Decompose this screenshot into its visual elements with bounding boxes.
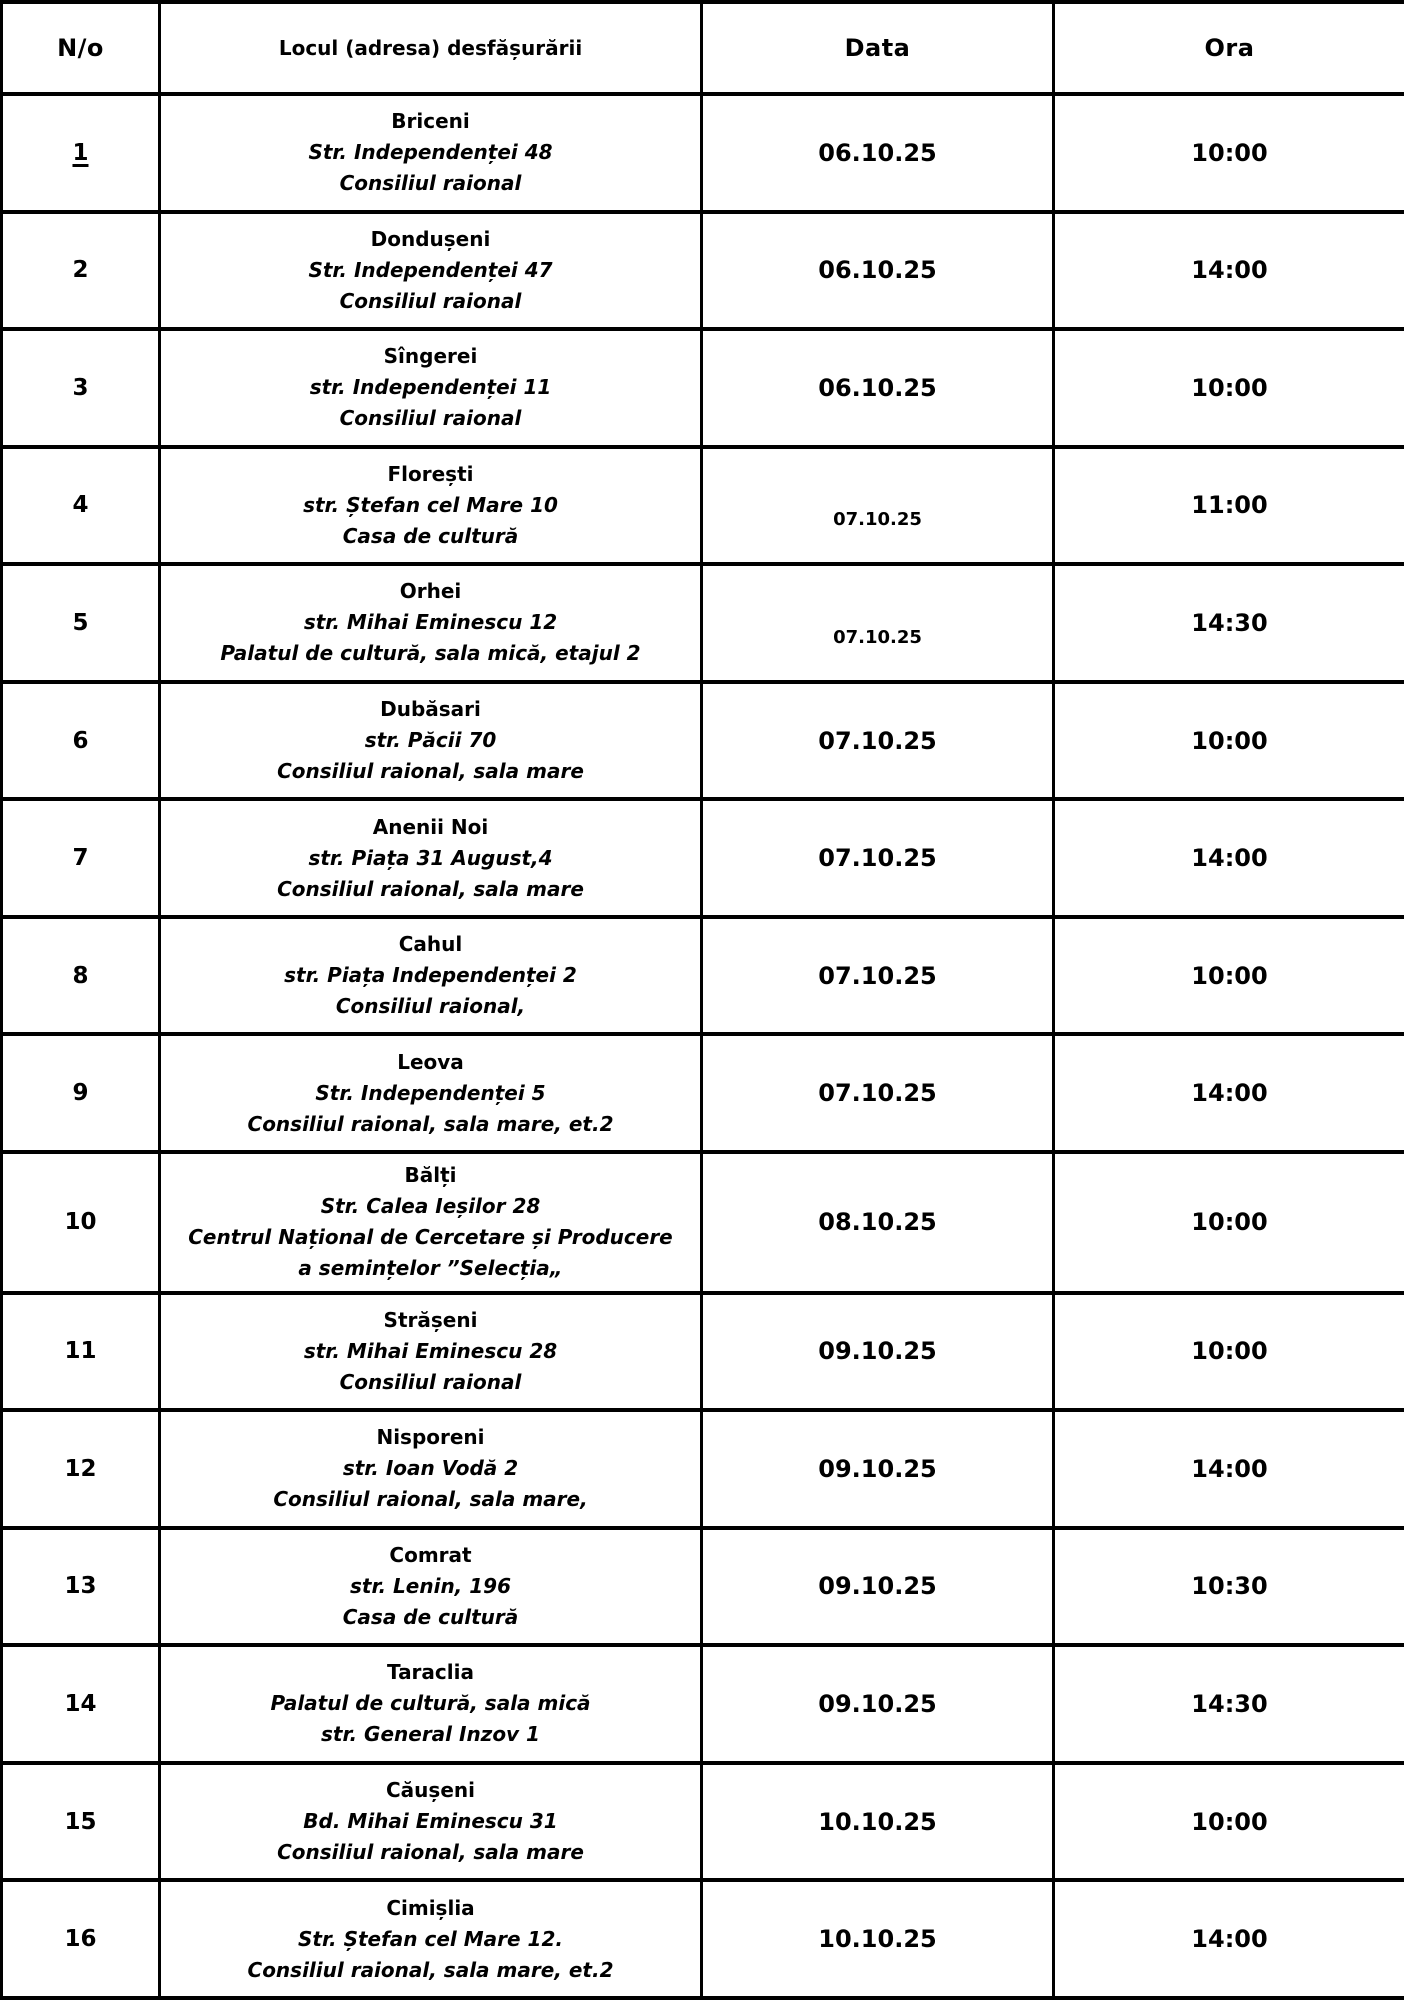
location-cell (160, 682, 702, 800)
location-cell (160, 1645, 702, 1763)
table-row (2, 799, 1404, 917)
time-value: 11:00 (1191, 491, 1268, 520)
row-number: 14 (64, 1690, 97, 1717)
location-cell (160, 799, 702, 917)
row-number-cell (2, 917, 160, 1035)
location-cell (160, 447, 702, 565)
address-line: Centrul Național de Cercetare și Producere (188, 1225, 673, 1250)
date-cell (702, 1528, 1054, 1646)
city-name: Căușeni (386, 1778, 475, 1803)
row-number-cell (2, 1293, 160, 1411)
time-value: 14:00 (1191, 256, 1268, 285)
address-line: Str. Ștefan cel Mare 12. (298, 1926, 563, 1951)
date-value: 07.10.25 (818, 1079, 937, 1108)
address-line: str. Independenței 11 (309, 375, 552, 400)
location-cell (160, 1528, 702, 1646)
address-line: str. Piața Independenței 2 (284, 963, 577, 988)
city-name: Bălți (404, 1163, 457, 1188)
time-cell (1054, 1152, 1404, 1293)
date-cell (702, 1763, 1054, 1881)
date-cell (702, 1410, 1054, 1528)
row-number: 13 (64, 1573, 97, 1600)
date-value: 07.10.25 (833, 509, 922, 531)
city-name: Sîngerei (383, 344, 478, 369)
time-cell (1054, 329, 1404, 447)
address-line: Consiliul raional, sala mare, et.2 (247, 1111, 614, 1136)
date-value: 08.10.25 (818, 1208, 937, 1237)
row-number-cell (2, 1528, 160, 1646)
address-line: Casa de cultură (342, 523, 519, 548)
time-value: 14:00 (1191, 1925, 1268, 1954)
row-number-cell (2, 447, 160, 565)
row-number: 15 (64, 1808, 97, 1835)
row-number-cell (2, 1034, 160, 1152)
row-number: 11 (64, 1338, 97, 1365)
row-number-cell (2, 799, 160, 917)
address-line: str. Păcii 70 (364, 728, 497, 752)
row-number-cell (2, 1763, 160, 1881)
address-line: Consiliul raional, sala mare (277, 876, 584, 901)
location-cell (160, 94, 702, 212)
date-value: 09.10.25 (818, 1572, 937, 1601)
time-cell (1054, 799, 1404, 917)
city-name: Florești (387, 461, 474, 486)
time-value: 14:30 (1191, 1689, 1268, 1718)
time-cell (1054, 1880, 1404, 1998)
address-line: str. Lenin, 196 (350, 1573, 511, 1598)
date-value: 06.10.25 (818, 373, 937, 402)
date-value: 06.10.25 (818, 256, 937, 285)
time-value: 10:00 (1191, 961, 1268, 990)
time-value: 14:00 (1191, 1454, 1268, 1483)
city-name: Orhei (399, 579, 462, 604)
location-cell (160, 329, 702, 447)
date-value: 09.10.25 (818, 1454, 937, 1483)
row-number: 5 (72, 609, 89, 636)
location-cell (160, 1763, 702, 1881)
table-row (2, 1763, 1404, 1881)
time-value: 10:00 (1191, 373, 1268, 402)
address-line: Str. Independenței 47 (308, 257, 553, 282)
address-line: Consiliul raional (339, 1369, 522, 1394)
date-cell (702, 1152, 1054, 1293)
city-name: Anenii Noi (372, 814, 489, 839)
address-line: Consiliul raional, sala mare (277, 759, 584, 783)
time-cell (1054, 1293, 1404, 1411)
date-cell (702, 94, 1054, 212)
date-cell (702, 799, 1054, 917)
table-row (2, 1152, 1404, 1293)
address-line: a semințelor ”Selecția„ (298, 1256, 563, 1281)
table-row (2, 1034, 1404, 1152)
row-number: 9 (72, 1080, 89, 1107)
address-line: Consiliul raional, sala mare, (273, 1487, 588, 1512)
row-number-cell (2, 1152, 160, 1293)
date-value: 10.10.25 (818, 1807, 937, 1836)
address-line: str. Mihai Eminescu 12 (303, 610, 558, 635)
row-number-cell (2, 1410, 160, 1528)
row-number: 4 (72, 492, 89, 519)
row-number: 6 (72, 727, 89, 754)
city-name: Taraclia (387, 1660, 474, 1685)
city-name: Briceni (391, 109, 470, 134)
address-line: Str. Calea Ieșilor 28 (320, 1194, 541, 1219)
row-number: 10 (64, 1209, 97, 1236)
date-value: 07.10.25 (833, 626, 922, 648)
time-cell (1054, 1763, 1404, 1881)
city-name: Dubăsari (380, 697, 481, 721)
address-line: Palatul de cultură, sala mică, etajul 2 (220, 641, 641, 666)
table-row (2, 212, 1404, 330)
date-cell (702, 1293, 1054, 1411)
row-number: 2 (72, 257, 89, 284)
city-name: Leova (397, 1049, 464, 1074)
address-line: Str. Independenței 5 (315, 1080, 546, 1105)
date-value: 07.10.25 (818, 726, 937, 755)
time-value: 14:00 (1191, 1079, 1268, 1108)
city-name: Cahul (398, 932, 463, 957)
date-value: 10.10.25 (818, 1925, 937, 1954)
time-cell (1054, 917, 1404, 1035)
row-number-cell (2, 94, 160, 212)
table-row (2, 1293, 1404, 1411)
time-value: 10:00 (1191, 1337, 1268, 1366)
city-name: Cimișlia (386, 1895, 475, 1920)
time-cell (1054, 212, 1404, 330)
date-value: 06.10.25 (818, 138, 937, 167)
city-name: Strășeni (383, 1307, 478, 1332)
address-line: Consiliul raional, sala mare (277, 1840, 584, 1865)
location-cell (160, 1880, 702, 1998)
header-time: Ora (1054, 2, 1404, 94)
row-number-cell (2, 682, 160, 800)
date-value: 07.10.25 (818, 844, 937, 873)
table-row (2, 329, 1404, 447)
time-value: 10:00 (1191, 138, 1268, 167)
time-value: 14:00 (1191, 844, 1268, 873)
row-number: 7 (72, 845, 89, 872)
row-number-cell (2, 1880, 160, 1998)
location-cell (160, 1034, 702, 1152)
time-cell (1054, 447, 1404, 565)
time-cell (1054, 1645, 1404, 1763)
address-line: Bd. Mihai Eminescu 31 (303, 1809, 558, 1834)
table-row (2, 1528, 1404, 1646)
table-row (2, 682, 1404, 800)
date-cell (702, 1645, 1054, 1763)
date-value: 09.10.25 (818, 1337, 937, 1366)
table-row (2, 94, 1404, 212)
address-line: str. General Inzov 1 (321, 1722, 540, 1747)
time-value: 10:30 (1191, 1572, 1268, 1601)
row-number: 8 (72, 962, 89, 989)
address-line: Palatul de cultură, sala mică (270, 1691, 591, 1716)
table-row (2, 1645, 1404, 1763)
date-cell (702, 682, 1054, 800)
table-row (2, 1880, 1404, 1998)
address-line: Str. Independenței 48 (308, 140, 553, 165)
address-line: str. Ioan Vodă 2 (342, 1456, 519, 1481)
row-number: 3 (72, 374, 89, 401)
time-value: 10:00 (1191, 1807, 1268, 1836)
row-number-cell (2, 1645, 160, 1763)
date-cell (702, 564, 1054, 682)
address-line: Casa de cultură (342, 1604, 519, 1629)
date-cell (702, 1034, 1054, 1152)
address-line: str. Ștefan cel Mare 10 (303, 492, 558, 517)
location-cell (160, 212, 702, 330)
location-cell (160, 917, 702, 1035)
time-value: 14:30 (1191, 608, 1268, 637)
time-cell (1054, 682, 1404, 800)
city-name: Comrat (389, 1542, 472, 1567)
header-row (2, 2, 1404, 94)
time-cell (1054, 1034, 1404, 1152)
row-number: 16 (64, 1926, 97, 1953)
city-name: Nisporeni (376, 1425, 485, 1450)
location-cell (160, 1152, 702, 1293)
row-number-cell (2, 329, 160, 447)
date-cell (702, 447, 1054, 565)
address-line: Consiliul raional, sala mare, et.2 (247, 1957, 614, 1982)
row-number: 1 (72, 139, 89, 166)
header-location: Locul (adresa) desfășurării (160, 2, 702, 94)
location-cell (160, 1410, 702, 1528)
row-number-cell (2, 564, 160, 682)
address-line: Consiliul raional (339, 406, 522, 431)
header-no: N/o (2, 2, 160, 94)
schedule-table-body (2, 94, 1404, 1998)
table-row (2, 917, 1404, 1035)
table-row (2, 447, 1404, 565)
time-cell (1054, 94, 1404, 212)
time-cell (1054, 1410, 1404, 1528)
location-cell (160, 564, 702, 682)
date-cell (702, 212, 1054, 330)
city-name: Dondușeni (370, 226, 491, 251)
date-cell (702, 329, 1054, 447)
date-value: 09.10.25 (818, 1689, 937, 1718)
address-line: str. Mihai Eminescu 28 (303, 1338, 558, 1363)
time-cell (1054, 564, 1404, 682)
row-number: 12 (64, 1455, 97, 1482)
time-value: 10:00 (1191, 726, 1268, 755)
date-cell (702, 1880, 1054, 1998)
table-row (2, 1410, 1404, 1528)
address-line: Consiliul raional, (335, 994, 526, 1019)
header-date: Data (702, 2, 1054, 94)
table-row (2, 564, 1404, 682)
address-line: Consiliul raional (339, 288, 522, 313)
row-number-cell (2, 212, 160, 330)
address-line: str. Piața 31 August,4 (308, 845, 553, 870)
date-value: 07.10.25 (818, 961, 937, 990)
location-cell (160, 1293, 702, 1411)
date-cell (702, 917, 1054, 1035)
time-cell (1054, 1528, 1404, 1646)
time-value: 10:00 (1191, 1208, 1268, 1237)
address-line: Consiliul raional (339, 171, 522, 196)
